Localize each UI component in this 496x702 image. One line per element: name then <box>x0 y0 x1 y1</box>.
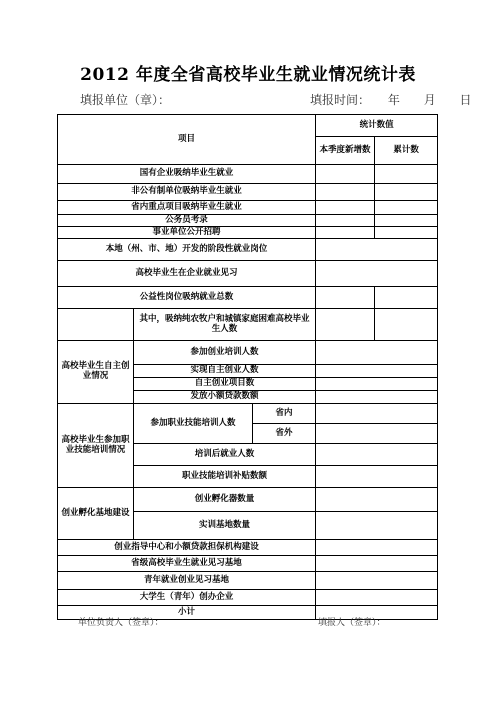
row-label: 创业孵化器数量 <box>134 488 316 512</box>
merged-value-cell[interactable] <box>316 391 438 404</box>
row-label: 公务员考录 <box>58 215 316 227</box>
row-label: 实现自主创业人数 <box>134 365 316 378</box>
merged-value-cell[interactable] <box>316 512 438 540</box>
row-label: 青年就业创业见习基地 <box>58 572 316 590</box>
merged-value-cell[interactable] <box>316 424 438 444</box>
row-label: 高校毕业生在企业就业见习 <box>58 261 316 287</box>
merged-value-cell[interactable] <box>316 404 438 424</box>
form-title: 2012 年度全省高校毕业生就业情况统计表 <box>80 65 416 85</box>
merged-value-cell[interactable] <box>316 341 438 365</box>
filler-signature-label: 填报人（签章）： <box>318 618 386 628</box>
total-value-cell[interactable] <box>375 201 438 215</box>
merged-value-cell[interactable] <box>316 378 438 391</box>
cumulative-header: 累计数 <box>375 137 438 165</box>
merged-value-cell[interactable] <box>316 466 438 488</box>
row-label: 其中，吸纳纯农牧户和城镇家庭困难高校毕业生人数 <box>134 309 316 341</box>
row-label: 事业单位公开招聘 <box>58 227 316 239</box>
row-label: 非公有制单位吸纳毕业生就业 <box>58 184 316 201</box>
total-value-cell[interactable] <box>375 215 438 227</box>
merged-value-cell[interactable] <box>316 572 438 590</box>
month-label: 月 <box>423 93 436 107</box>
group-label-vocational-training: 高校毕业生参加职业技能培训情况 <box>58 404 134 488</box>
spacer-cell <box>58 309 134 341</box>
merged-value-cell[interactable] <box>316 239 438 261</box>
row-label: 参加创业培训人数 <box>134 341 316 365</box>
new-this-quarter-header: 本季度新增数 <box>316 137 375 165</box>
new-value-cell[interactable] <box>316 184 375 201</box>
group-label-incubation: 创业孵化基地建设 <box>58 488 134 540</box>
merged-value-cell[interactable] <box>316 261 438 287</box>
new-value-cell[interactable] <box>316 201 375 215</box>
new-value-cell[interactable] <box>316 287 375 309</box>
row-label: 国有企业吸纳毕业生就业 <box>58 165 316 184</box>
merged-value-cell[interactable] <box>316 590 438 606</box>
sub-row-label: 省外 <box>253 424 316 444</box>
total-value-cell[interactable] <box>375 227 438 239</box>
row-label: 实训基地数量 <box>134 512 316 540</box>
subtotal-label: 小计 <box>58 606 316 620</box>
total-value-cell[interactable] <box>375 309 438 341</box>
new-value-cell[interactable] <box>316 309 375 341</box>
row-label: 自主创业项目数 <box>134 378 316 391</box>
row-label: 公益性岗位吸纳就业总数 <box>58 287 316 309</box>
stats-header: 统计数值 <box>316 115 438 137</box>
row-label: 参加职业技能培训人数 <box>134 404 253 444</box>
merged-value-cell[interactable] <box>316 444 438 466</box>
group-label-entrepreneurship: 高校毕业生自主创业情况 <box>58 341 134 404</box>
unit-leader-signature-label: 单位负责人（签章）： <box>78 618 164 628</box>
row-label: 创业指导中心和小额贷款担保机构建设 <box>58 540 316 556</box>
total-value-cell[interactable] <box>375 287 438 309</box>
new-value-cell[interactable] <box>316 227 375 239</box>
year-label: 年 <box>387 93 400 107</box>
total-value-cell[interactable] <box>375 184 438 201</box>
row-label: 省级高校毕业生就业见习基地 <box>58 556 316 572</box>
new-value-cell[interactable] <box>316 165 375 184</box>
sub-row-label: 省内 <box>253 404 316 424</box>
day-label: 日 <box>459 93 472 107</box>
statistics-table <box>57 114 438 620</box>
item-header: 项目 <box>58 115 316 165</box>
new-value-cell[interactable] <box>316 215 375 227</box>
merged-value-cell[interactable] <box>316 365 438 378</box>
row-label: 大学生（青年）创办企业 <box>58 590 316 606</box>
row-label: 培训后就业人数 <box>134 444 316 466</box>
merged-value-cell[interactable] <box>316 540 438 556</box>
merged-value-cell[interactable] <box>316 488 438 512</box>
row-label: 本地（州、市、地）开发的阶段性就业岗位 <box>58 239 316 261</box>
row-label: 职业技能培训补贴数额 <box>134 466 316 488</box>
total-value-cell[interactable] <box>375 165 438 184</box>
reporting-unit-label: 填报单位（章）： <box>80 93 171 107</box>
row-label: 省内重点项目吸纳毕业生就业 <box>58 201 316 215</box>
reporting-date-line <box>310 91 472 108</box>
merged-value-cell[interactable] <box>316 556 438 572</box>
row-label: 发放小额贷款数额 <box>134 391 316 404</box>
reporting-time-label: 填报时间： <box>310 93 371 107</box>
